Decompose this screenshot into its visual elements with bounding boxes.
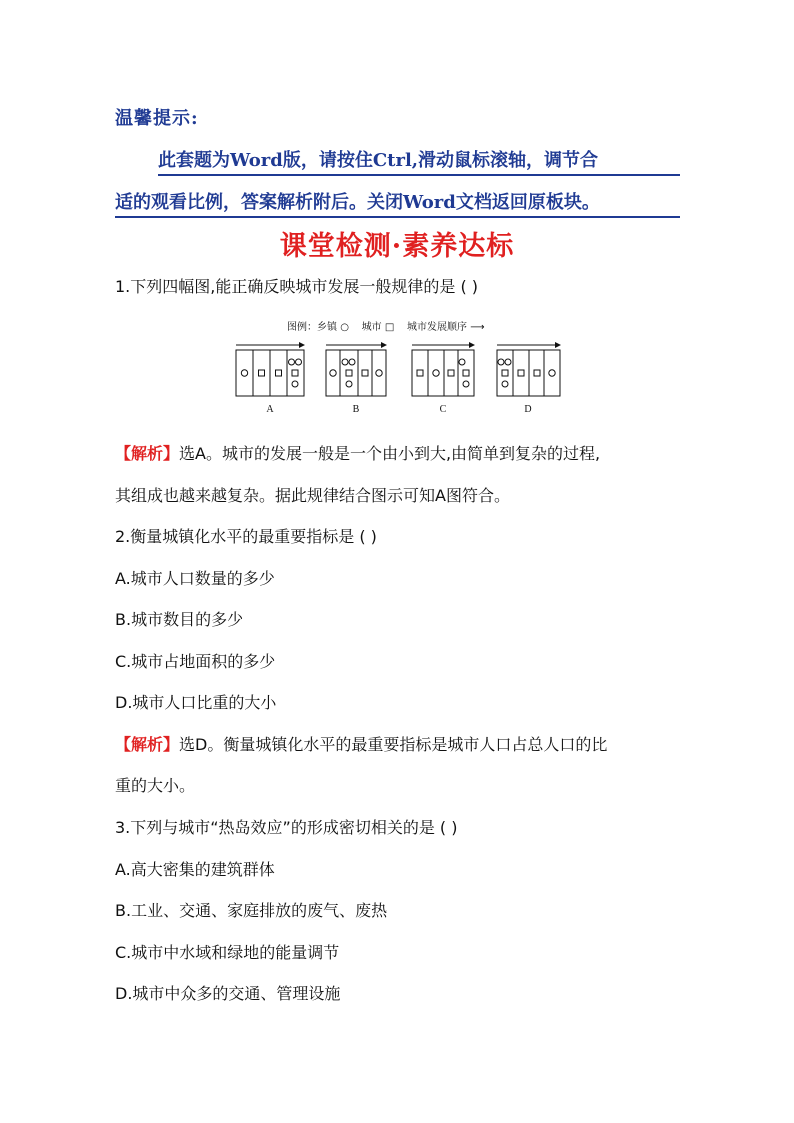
legend-city-label: 城市 [361, 322, 382, 333]
question-3-option-c: C.城市中水域和绿地的能量调节 [115, 943, 340, 962]
question-2-analysis-line-2: 重的大小。 [115, 776, 196, 795]
figure-panels [232, 312, 572, 422]
tip-line-1: 此套题为Word版，请按住Ctrl,滑动鼠标滚轴，调节合 [158, 146, 680, 176]
town-circle-icon: ○ [340, 322, 353, 333]
panel-a-label: A [266, 404, 274, 415]
legend-order-label: 城市发展顺序 [407, 322, 467, 333]
question-1-analysis-line-1 [115, 441, 600, 464]
panel-c-label: C [439, 404, 447, 415]
analysis-label: 【解析】 [115, 444, 180, 463]
question-2-option-b: B.城市数目的多少 [115, 610, 244, 629]
analysis-label: 【解析】 [115, 735, 180, 754]
tip-line-2: 适的观看比例，答案解析附后。关闭Word文档返回原板块。 [115, 188, 680, 218]
panel-d-diagram [497, 345, 560, 396]
question-3-option-b: B.工业、交通、家庭排放的废气、废热 [115, 901, 388, 920]
question-1-stem: 1.下列四幅图,能正确反映城市发展一般规律的是 ( ) [115, 277, 479, 296]
panel-b-label: B [352, 404, 360, 415]
question-2-stem: 2.衡量城镇化水平的最重要指标是 ( ) [115, 527, 377, 546]
section-title: 课堂检测·素养达标 [279, 231, 515, 262]
tip-title: 温馨提示: [115, 108, 199, 129]
panel-b-diagram [326, 345, 386, 396]
question-2-analysis-line-1 [115, 732, 607, 755]
city-square-icon: □ [384, 322, 395, 333]
question-3-option-a: A.高大密集的建筑群体 [115, 860, 275, 879]
panel-a-diagram [236, 345, 304, 396]
legend-town-label: 图例：乡镇 [287, 322, 337, 333]
analysis-text: 选D。衡量城镇化水平的最重要指标是城市人口占总人口的比 [179, 735, 608, 754]
question-2-option-d: D.城市人口比重的大小 [115, 693, 277, 712]
question-2-option-a: A.城市人口数量的多少 [115, 569, 275, 588]
question-3-option-d: D.城市中众多的交通、管理设施 [115, 984, 341, 1003]
question-3-stem: 3.下列与城市“热岛效应”的形成密切相关的是 ( ) [115, 818, 458, 837]
panel-c-diagram [412, 345, 474, 396]
question-1-analysis-line-2: 其组成也越来越复杂。据此规律结合图示可知A图符合。 [115, 486, 510, 505]
arrow-right-icon: ⟶ [470, 322, 485, 333]
question-1-figure [232, 312, 572, 422]
panel-d-label: D [524, 404, 532, 415]
question-2-option-c: C.城市占地面积的多少 [115, 652, 276, 671]
analysis-text: 选A。城市的发展一般是一个由小到大,由简单到复杂的过程, [179, 444, 601, 463]
